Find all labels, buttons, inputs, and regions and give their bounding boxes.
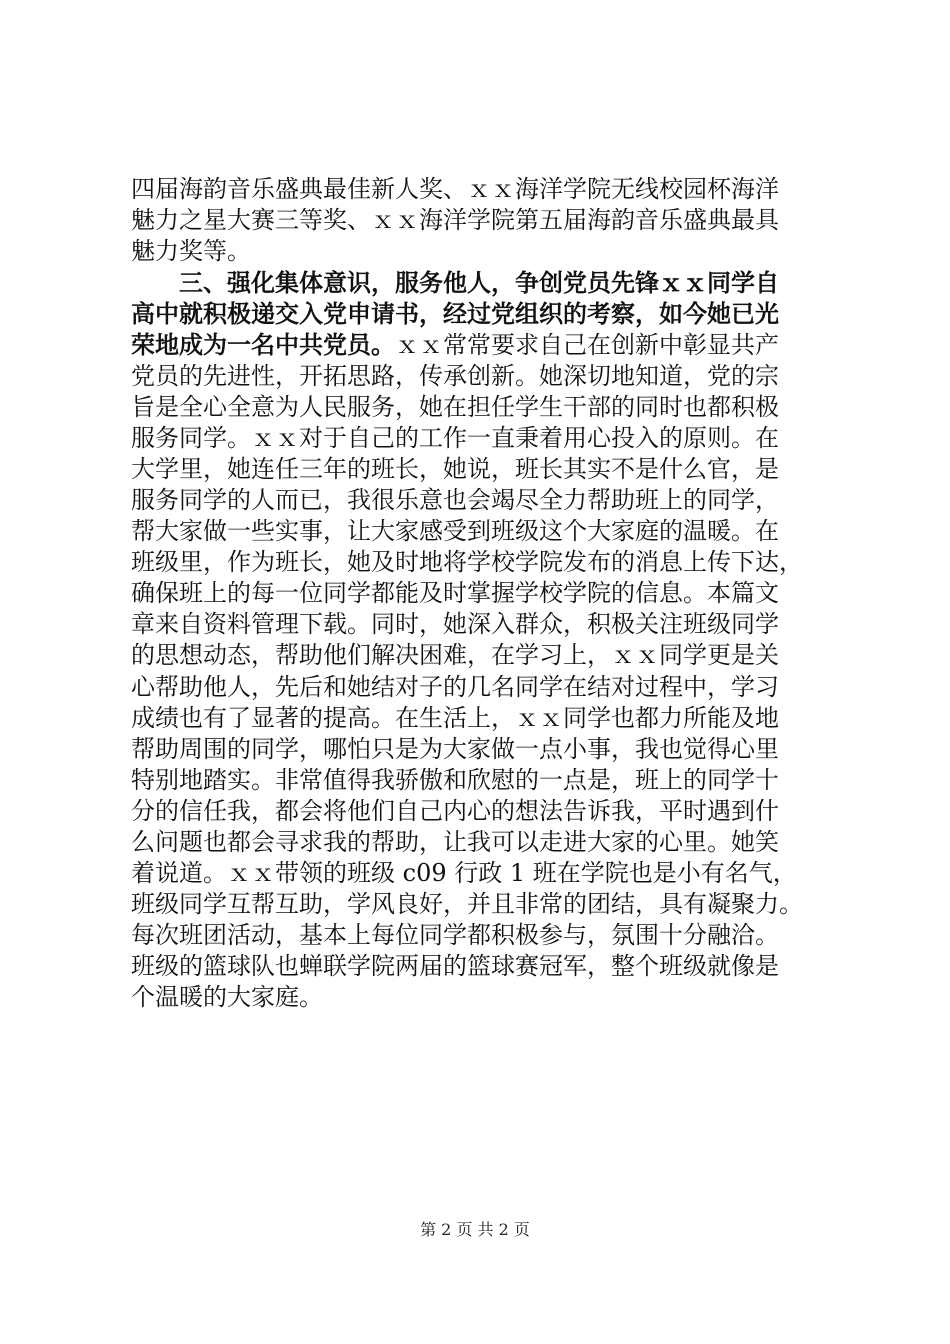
- text-line: 班级的篮球队也蝉联学院两届的篮球赛冠军，整个班级就像是: [131, 952, 779, 981]
- text-line: 帮大家做一些实事，让大家感受到班级这个大家庭的温暖。在: [131, 517, 779, 546]
- text-line: 旨是全心全意为人民服务，她在担任学生干部的同时也都积极: [131, 392, 779, 421]
- text-line-rest: ｘｘ常常要求自己在创新中彰显共产: [395, 331, 779, 360]
- section-heading-line: 三、强化集体意识，服务他人，争创党员先锋ｘｘ同学自: [131, 268, 779, 298]
- text-line: 服务同学的人而已，我很乐意也会竭尽全力帮助班上的同学，: [131, 485, 779, 514]
- text-line: 个温暖的大家庭。: [131, 983, 323, 1012]
- text-line: 特别地踏实。非常值得我骄傲和欣慰的一点是，班上的同学十: [131, 765, 779, 794]
- text-line: 每次班团活动，基本上每位同学都积极参与，氛围十分融洽。: [131, 921, 779, 950]
- text-line: 大学里，她连任三年的班长，她说，班长其实不是什么官，是: [131, 454, 779, 483]
- page-number-label: 第 2 页 共 2 页: [420, 1220, 530, 1239]
- text-line: 班级里，作为班长，她及时地将学校学院发布的消息上传下达，: [131, 548, 803, 577]
- text-line: 的思想动态，帮助他们解决困难，在学习上，ｘｘ同学更是关: [131, 641, 779, 670]
- text-line: 班级同学互帮互助，学风良好，并且非常的团结，具有凝聚力。: [131, 890, 803, 919]
- text-line: 确保班上的每一位同学都能及时掌握学校学院的信息。本篇文: [131, 579, 779, 608]
- text-line: 分的信任我，都会将他们自己内心的想法告诉我，平时遇到什: [131, 796, 779, 825]
- text-line: 着说道。ｘｘ带领的班级 c09 行政 1 班在学院也是小有名气，: [131, 859, 797, 888]
- text-line: 心帮助他人，先后和她结对子的几名同学在结对过程中，学习: [131, 672, 779, 701]
- text-line: 成绩也有了显著的提高。在生活上，ｘｘ同学也都力所能及地: [131, 703, 779, 732]
- section-heading-tail: 荣地成为一名中共党员。: [131, 330, 395, 360]
- text-line: 帮助周围的同学，哪怕只是为大家做一点小事，我也觉得心里: [131, 734, 779, 763]
- text-line: 魅力奖等。: [131, 237, 251, 266]
- document-body: [131, 174, 831, 1014]
- text-line: 四届海韵音乐盛典最佳新人奖、ｘｘ海洋学院无线校园杯海洋: [131, 175, 779, 203]
- section-heading-line: 高中就积极递交入党申请书，经过党组织的考察，如今她已光: [131, 299, 779, 329]
- page-footer: [0, 1220, 950, 1240]
- text-line: 魅力之星大赛三等奖、ｘｘ海洋学院第五届海韵音乐盛典最具: [131, 206, 779, 235]
- text-line: 服务同学。ｘｘ对于自己的工作一直秉着用心投入的原则。在: [131, 423, 779, 452]
- text-line: 章来自资料管理下载。同时，她深入群众，积极关注班级同学: [131, 610, 779, 639]
- text-line: 党员的先进性，开拓思路，传承创新。她深切地知道，党的宗: [131, 361, 779, 390]
- text-line: 么问题也都会寻求我的帮助，让我可以走进大家的心里。她笑: [131, 827, 779, 856]
- text-line-mixed: [131, 329, 831, 360]
